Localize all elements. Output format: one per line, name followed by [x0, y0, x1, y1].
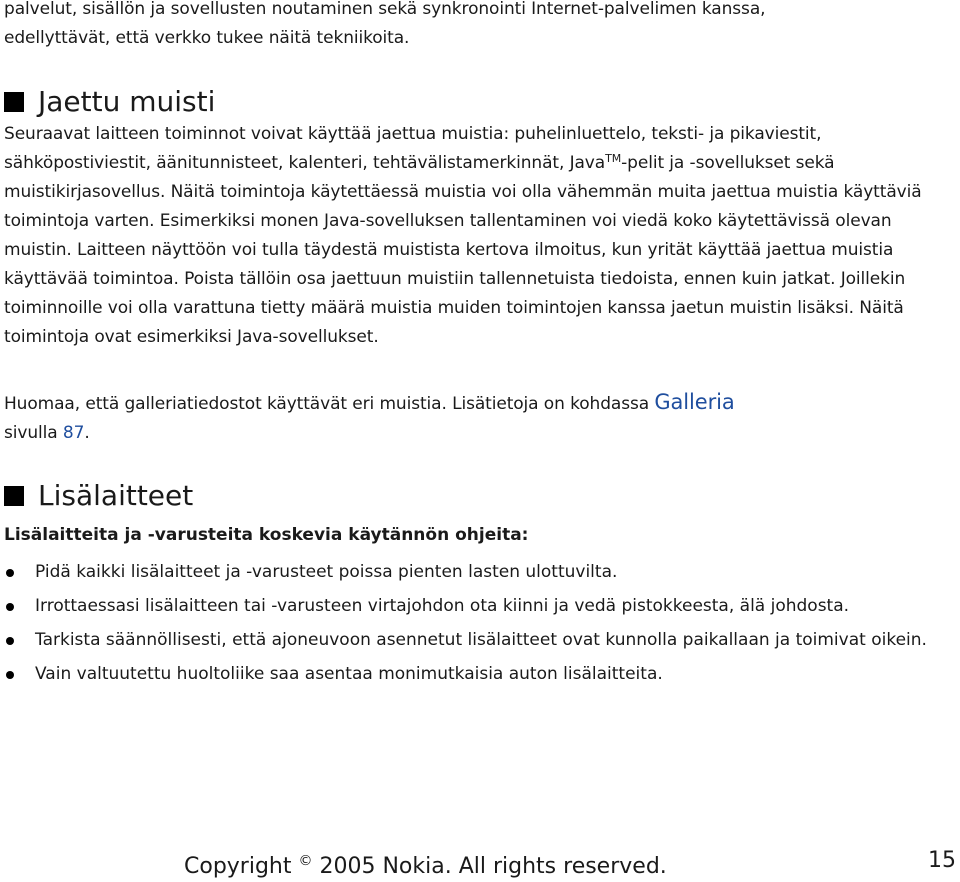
heading-square-icon: [4, 486, 24, 506]
section-heading-accessories: [4, 479, 193, 513]
heading-text: Jaettu muisti: [38, 85, 216, 118]
copyright-footer: [184, 846, 667, 882]
intro-paragraph: [4, 0, 954, 53]
list-item-text: Pidä kaikki lisälaitteet ja -varusteet poissa pienten lasten ulottuvilta.: [35, 562, 618, 582]
accessories-lead: Lisälaitteita ja -varusteita koskevia käytännön ohjeita:: [4, 525, 529, 545]
list-item: [4, 660, 954, 689]
gallery-note-paragraph: [4, 388, 954, 448]
list-item-text: Tarkista säännöllisesti, että ajoneuvoon asennetut lisälaitteet ovat kunnolla paikallaan ja toimivat oikein.: [35, 630, 927, 650]
bullet-icon: [6, 603, 14, 611]
note-text-before: Huomaa, että galleriatiedostot käyttävät eri muistia. Lisätietoja on kohdassa: [4, 394, 655, 414]
page-number: 15: [928, 848, 956, 873]
list-item-text: Irrottaessasi lisälaitteen tai -varusteen virtajohdon ota kiinni ja vedä pistokkeesta, älä johdosta.: [35, 596, 850, 616]
bullet-icon: [6, 637, 14, 645]
note-sivulla: sivulla: [4, 423, 63, 443]
body-text-part-2: -pelit ja -sovellukset sekä muistikirjasovellus. Näitä toimintoja käytettäessä muistia voi olla vähemmän muita jaettua muistia käyttäviä toimintoja varten. Esimerkiksi monen Java-sovelluksen tallentaminen voi viedä koko käytettävissä olevan muistin. Laitteen näyttöön voi tulla täydestä muistista kertova ilmoitus, kun yrität käyttää jaettua muistia käyttävää toimintoa. Poista tällöin osa jaettuun muistiin tallennetuista tiedoista, ennen kuin jatkat. Joillekin toiminnoille voi olla varattuna tietty määrä muistia muiden toimintojen kanssa jaetun muistin lisäksi. Näitä toimintoja ovat esimerkiksi Java-sovellukset.: [4, 153, 922, 347]
list-item-text: Vain valtuutettu huoltoliike saa asentaa monimutkaisia auton lisälaitteita.: [35, 664, 663, 684]
heading-square-icon: [4, 92, 24, 112]
gallery-link[interactable]: Galleria: [654, 390, 735, 414]
heading-text: Lisälaitteet: [38, 479, 194, 512]
body-text-part-1: Seuraavat laitteen toiminnot voivat käyttää jaettua muistia: puhelinluettelo, teksti- ja pikaviestit, sähköpostiviestit, äänitunnisteet, kalenteri, tehtävälistamerkinnät, Java: [4, 124, 822, 173]
copyright-text: 2005 Nokia. All rights reserved.: [312, 854, 667, 879]
list-item: [4, 558, 954, 587]
trademark-mark: TM: [605, 152, 622, 165]
bullet-icon: [6, 569, 14, 577]
accessories-bullet-list: [4, 558, 954, 694]
intro-line-1: palvelut, sisällön ja sovellusten noutaminen sekä synkronointi Internet-palvelimen kanssa,: [4, 0, 766, 19]
copyright-symbol: ©: [298, 853, 313, 869]
shared-memory-paragraph: [4, 120, 954, 352]
section-heading-shared-memory: [4, 85, 215, 119]
page-reference-link[interactable]: 87: [62, 423, 85, 443]
list-item: [4, 626, 954, 655]
bullet-icon: [6, 671, 14, 679]
copyright-prefix: Copyright: [184, 854, 299, 879]
intro-line-2: edellyttävät, että verkko tukee näitä tekniikoita.: [4, 28, 410, 48]
list-item: [4, 592, 954, 621]
note-text-after: .: [84, 423, 90, 443]
